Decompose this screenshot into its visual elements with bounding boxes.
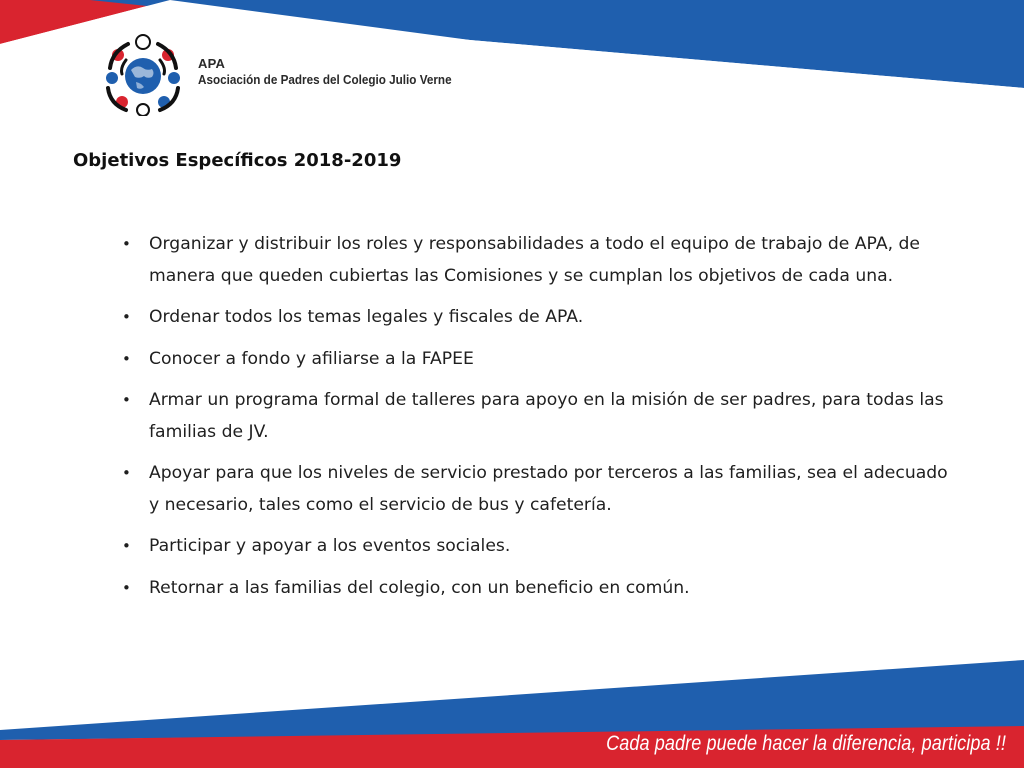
- list-item-text: Participar y apoyar a los eventos sociales.: [149, 536, 511, 556]
- list-item: [120, 302, 950, 334]
- list-item: [120, 458, 950, 521]
- list-item: [120, 385, 950, 448]
- bullet-icon: •: [122, 235, 131, 253]
- list-item: [120, 573, 950, 605]
- list-item-text: Apoyar para que los niveles de servicio prestado por terceros a las familias, sea el adecuado y necesario, tales como el servicio de bus y cafetería.: [149, 463, 948, 515]
- objectives-list: [120, 229, 950, 614]
- list-item-text: Ordenar todos los temas legales y fiscales de APA.: [149, 307, 584, 327]
- bullet-icon: •: [122, 391, 131, 409]
- list-item: [120, 344, 950, 376]
- list-item: [120, 531, 950, 563]
- bullet-icon: •: [122, 464, 131, 482]
- logo-text: [198, 56, 480, 87]
- apa-globe-family-logo-icon: [98, 32, 188, 116]
- bullet-icon: •: [122, 308, 131, 326]
- bottom-blue-stripe: [0, 660, 1024, 740]
- page-title: Objetivos Específicos 2018-2019: [73, 150, 402, 171]
- list-item-text: Retornar a las familias del colegio, con un beneficio en común.: [149, 577, 690, 598]
- logo-organization-name: Asociación de Padres del Colegio Julio Verne: [198, 71, 452, 87]
- list-item-text: Organizar y distribuir los roles y responsabilidades a todo el equipo de trabajo de APA, de manera que queden cubiertas las Comisiones y se cumplan los objetivos de cada una.: [149, 234, 920, 286]
- list-item-text: Conocer a fondo y afiliarse a la FAPEE: [149, 348, 474, 369]
- list-item: [120, 229, 950, 292]
- bullet-icon: •: [122, 537, 131, 555]
- footer-slogan: Cada padre puede hacer la diferencia, participa !!: [606, 732, 1006, 755]
- bullet-icon: •: [122, 349, 131, 368]
- bullet-icon: •: [122, 578, 131, 597]
- logo-acronym: APA: [198, 56, 226, 71]
- list-item-text: Armar un programa formal de talleres para apoyo en la misión de ser padres, para todas las familias de JV.: [149, 390, 944, 442]
